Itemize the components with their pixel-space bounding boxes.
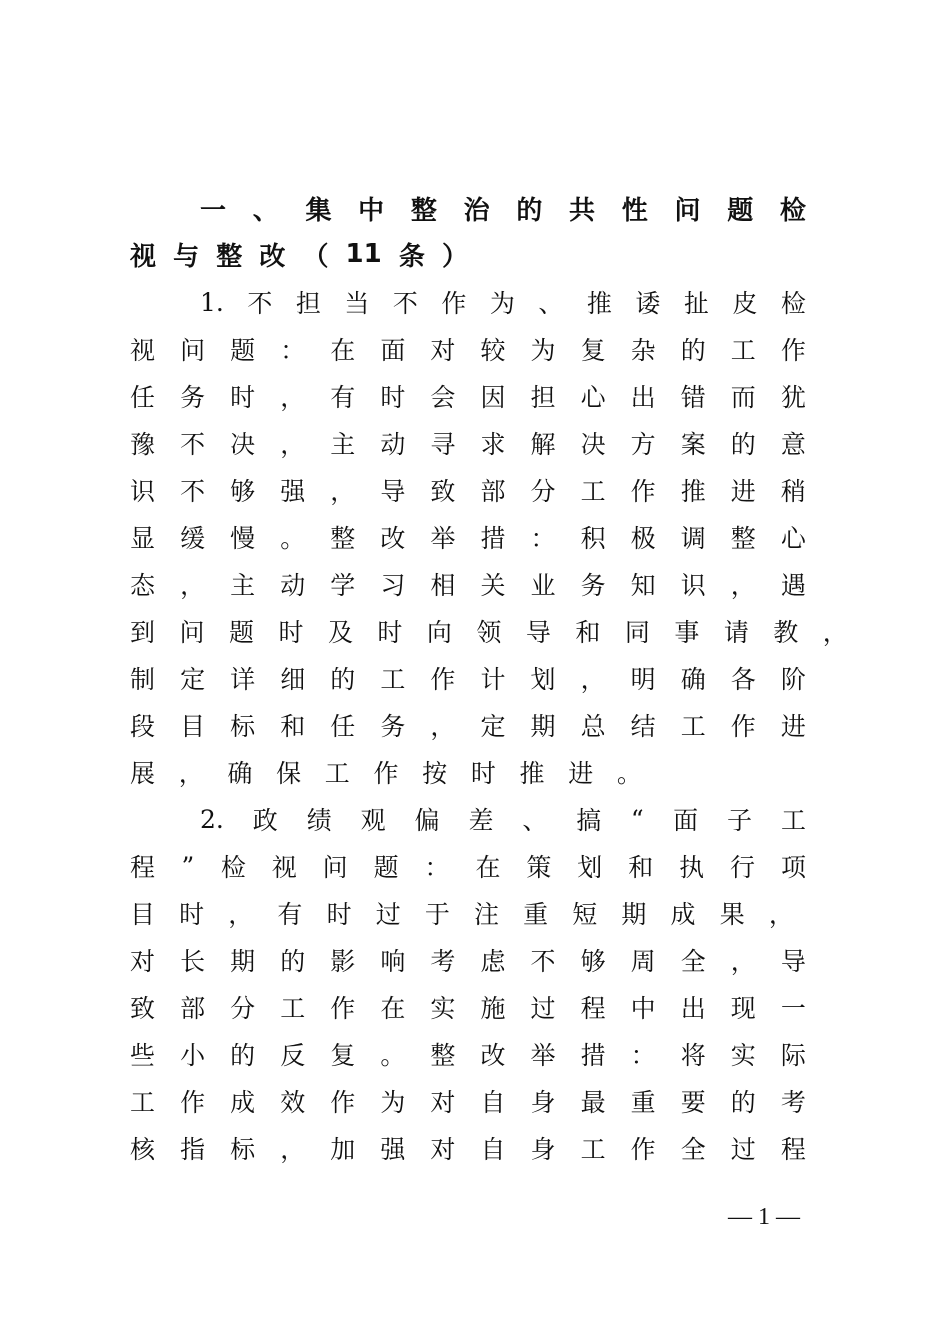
body-text-line: 目 时 ， 有 时 过 于 注 重 短 期 成 果 ， [130, 900, 794, 929]
body-text-line: 对 长 期 的 影 响 考 虑 不 够 周 全 ， 导 [130, 947, 806, 976]
body-text-line: 制 定 详 细 的 工 作 计 划 ， 明 确 各 阶 [130, 665, 806, 694]
body-text-line: 任 务 时 ， 有 时 会 因 担 心 出 错 而 犹 [130, 383, 806, 412]
body-text-line: 态 ， 主 动 学 习 相 关 业 务 知 识 ， 遇 [130, 571, 806, 600]
body-text-line: 1. 不 担 当 不 作 为 、 推 诿 扯 皮 检 [200, 287, 806, 318]
body-text-line: 致 部 分 工 作 在 实 施 过 程 中 出 现 一 [130, 994, 806, 1023]
body-text-line: 识 不 够 强 ， 导 致 部 分 工 作 推 进 稍 [130, 477, 806, 506]
body-text-line: 展 ， 确 保 工 作 按 时 推 进 。 [130, 759, 642, 788]
body-text-line: 显 缓 慢 。 整 改 举 措 ： 积 极 调 整 心 [130, 524, 806, 553]
section-heading-line: 视 与 整 改 （ 11 条 ） [130, 239, 468, 272]
body-text-line: 视 问 题 ： 在 面 对 较 为 复 杂 的 工 作 [130, 336, 806, 365]
body-text-line: 工 作 成 效 作 为 对 自 身 最 重 要 的 考 [130, 1088, 806, 1117]
body-text-line: 段 目 标 和 任 务 ， 定 期 总 结 工 作 进 [130, 712, 806, 741]
body-text-line: 核 指 标 ， 加 强 对 自 身 工 作 全 过 程 [130, 1135, 806, 1164]
body-text-line: 到 问 题 时 及 时 向 领 导 和 同 事 请 教 ， [130, 618, 848, 647]
section-heading-line: 一 、 集 中 整 治 的 共 性 问 题 检 [200, 195, 806, 226]
page-number: — 1 — [728, 1204, 800, 1230]
body-text-line: 豫 不 决 ， 主 动 寻 求 解 决 方 案 的 意 [130, 430, 806, 459]
body-text-line: 2. 政 绩 观 偏 差 、 搞 “ 面 子 工 [200, 804, 806, 835]
body-text-line: 些 小 的 反 复 。 整 改 举 措 ： 将 实 际 [130, 1041, 806, 1070]
body-text-line: 程 ” 检 视 问 题 ： 在 策 划 和 执 行 项 [130, 851, 806, 882]
